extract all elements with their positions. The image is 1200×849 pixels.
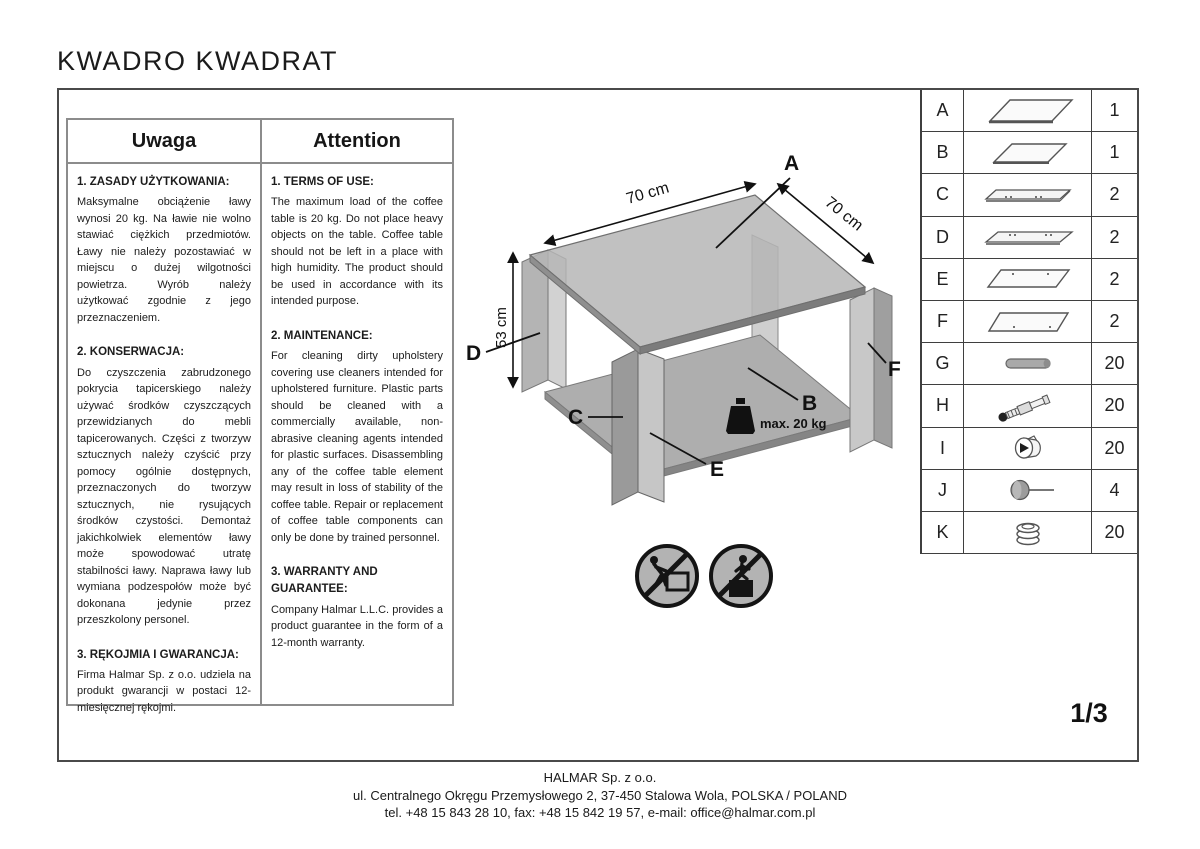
rail-icon <box>964 174 1091 215</box>
notice-header-en: Attention <box>262 120 452 164</box>
notice-pl-section3-body: Firma Halmar Sp. z o.o. udziela na produkt gwarancji w postaci 12-miesięcznej rękojmi. <box>77 668 251 714</box>
notice-en-section2-body: For cleaning dirty upholstery covering use cleaners intended for upholstered furniture. Plastic parts should be cleaned with a commercially available, non-abrasive cleaning agents intended for plastic surfaces. Disassembling any of the coffee table element may result in loss of stability of the coffee table. Repair or replacement of coffee table components can only be done by trained personnel. <box>271 350 443 544</box>
part-qty: 2 <box>1091 259 1137 300</box>
shelf-panel-icon <box>964 132 1091 173</box>
part-letter: G <box>922 343 964 384</box>
part-letter: D <box>922 217 964 258</box>
notice-pl-section3-heading: 3. RĘKOJMIA I GWARANCJA: <box>77 648 239 661</box>
assembly-diagram <box>460 140 940 650</box>
part-letter: C <box>922 174 964 215</box>
notice-en-section1-heading: 1. TERMS OF USE: <box>271 176 374 188</box>
cam-lock-icon <box>964 428 1091 469</box>
table-row <box>922 512 1137 554</box>
part-letter: I <box>922 428 964 469</box>
dimension-width-label: 70 cm <box>624 179 671 208</box>
table-row <box>922 90 1137 132</box>
dimension-height-label: 53 cm <box>493 307 510 348</box>
notice-pl-section2-body: Do czyszczenia zabrudzonego pokrycia tapicerskiego należy używać środków czyszczących przewidzianych do mebli tapicerowanych. Części z tworzyw sztucznych należy czyścić przy pomocy ogólnie dostępnych, przeznaczonych do tworzyw sztucznych, nie rysujących środków czystości. Demontaż jakichkolwiek elementów ławy może spowodować utratę stabilności ławy. Naprawa ławy lub wymiana podzespołów może być dokonana jedynie przez przeszkolony personel. <box>77 366 251 626</box>
table-row <box>922 301 1137 343</box>
part-label-F: F <box>888 358 901 381</box>
notice-body-pl <box>68 164 260 734</box>
part-qty: 1 <box>1091 132 1137 173</box>
leg-panel-icon <box>964 301 1091 342</box>
notice-en-section1-body: The maximum load of the coffee table is 20 kg. Do not place heavy objects on the table. Coffee table should not be left in a place with high humidity. The product should be used in accordance with its intended purpose. <box>271 196 443 308</box>
notice-en-section3-heading: 3. WARRANTY AND GUARANTEE: <box>271 566 378 596</box>
notice-column-en <box>260 120 452 704</box>
notice-en-section2-heading: 2. MAINTENANCE: <box>271 329 373 342</box>
notice-header-pl: Uwaga <box>68 120 260 164</box>
part-letter: E <box>922 259 964 300</box>
cam-bolt-icon <box>964 385 1091 426</box>
part-letter: A <box>922 90 964 131</box>
part-qty: 20 <box>1091 343 1137 384</box>
part-qty: 2 <box>1091 301 1137 342</box>
footer <box>0 769 1200 822</box>
notice-column-pl <box>68 120 260 714</box>
part-qty: 20 <box>1091 512 1137 553</box>
part-qty: 2 <box>1091 174 1137 215</box>
part-label-C: C <box>568 406 584 429</box>
no-standing-icon <box>711 546 771 606</box>
footer-address: ul. Centralnego Okręgu Przemysłowego 2, 37-450 Stalowa Wola, POLSKA / POLAND <box>352 787 847 803</box>
part-qty: 1 <box>1091 90 1137 131</box>
part-letter: K <box>922 512 964 553</box>
table-row <box>922 132 1137 174</box>
wooden-dowel-icon <box>964 343 1091 384</box>
leg-panel-icon <box>964 259 1091 300</box>
table-row <box>922 174 1137 216</box>
content-frame <box>57 88 1139 762</box>
part-label-E: E <box>710 458 725 481</box>
nail-glide-icon <box>964 470 1091 511</box>
coffee-table-drawing-icon <box>460 140 940 650</box>
part-qty: 4 <box>1091 470 1137 511</box>
rail-icon <box>964 217 1091 258</box>
part-qty: 2 <box>1091 217 1137 258</box>
cover-cap-icon <box>964 512 1091 553</box>
max-load-label: max. 20 kg <box>760 416 827 431</box>
notice-en-section3-body: Company Halmar L.L.C. provides a product guarantee in the form of a 12-month warranty. <box>271 603 443 649</box>
top-panel-icon <box>964 90 1091 131</box>
part-letter: J <box>922 470 964 511</box>
notice-box <box>66 118 454 714</box>
table-row <box>922 259 1137 301</box>
notice-pl-section1-heading: 1. ZASADY UŻYTKOWANIA: <box>77 176 230 188</box>
table-row <box>922 343 1137 385</box>
part-letter: H <box>922 385 964 426</box>
table-row <box>922 428 1137 470</box>
table-row <box>922 385 1137 427</box>
notice-body-en <box>262 164 452 669</box>
part-label-B: B <box>802 392 818 415</box>
footer-contact: tel. +48 15 843 28 10, fax: +48 15 842 19 57, e-mail: office@halmar.com.pl <box>384 805 816 821</box>
part-letter: F <box>922 301 964 342</box>
footer-company: HALMAR Sp. z o.o. <box>543 770 657 785</box>
table-row <box>922 470 1137 512</box>
part-label-A: A <box>784 152 800 175</box>
parts-list-table <box>920 90 1137 554</box>
page-title: KWADRO KWADRAT <box>57 46 338 76</box>
notice-pl-section1-body: Maksymalne obciążenie ławy wynosi 20 kg. Na ławie nie wolno stawiać ciężkich przedmiotów. Ławy nie należy pozostawiać w miejscu o dużej wilgotności powietrza. Wyrób należy użytkować zgodnie z jego przeznaczeniem. <box>77 196 251 324</box>
dimension-depth-label: 70 cm <box>821 193 867 235</box>
part-qty: 20 <box>1091 428 1137 469</box>
part-letter: B <box>922 132 964 173</box>
notice-pl-section2-heading: 2. KONSERWACJA: <box>77 346 185 359</box>
no-climbing-icon <box>637 546 697 606</box>
part-label-D: D <box>466 342 482 365</box>
page-number: 1/3 <box>1070 698 1108 728</box>
table-row <box>922 217 1137 259</box>
part-qty: 20 <box>1091 385 1137 426</box>
